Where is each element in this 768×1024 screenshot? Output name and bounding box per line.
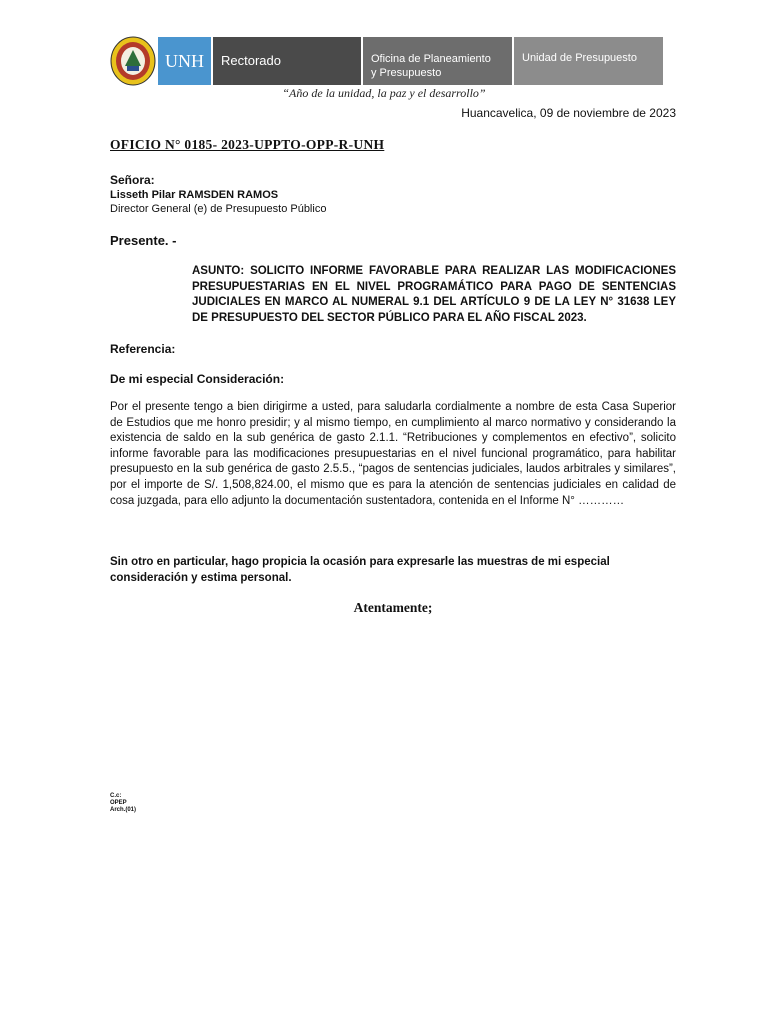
reference-label: Referencia: [110,342,176,356]
body-paragraph: Por el presente tengo a bien dirigirme a usted, para saludarla cordialmente a nombre de esta Casa Superior de Estudios que me honro presidir; y al mismo tiempo, en cumplimiento al marco normativo y considerando la existencia de saldo en la sub genérica de gasto 2.1.1. “Retribuciones y complementos en efectivo”, solicito informe favorable para las modificaciones presupuestarias en el nivel funcional programático, para habilitar presupuesto en la sub genérica de gasto 2.5.5., “pagos de sentencias judiciales, laudos arbitrales y similares”, por el importe de S/. 1,508,824.00, el mismo que es para la atención de sentencias judiciales en calidad de cosa juzgada, para ello adjunto la documentación sustentadora, contenida en el Informe N° ………… [110,401,676,507]
year-motto: “Año de la unidad, la paz y el desarrollo” [282,86,486,100]
unh-header-block [158,37,211,85]
oficina-header-block [363,37,512,85]
copies-line: Arch.(01) [110,807,137,813]
unidad-label: Unidad de Presupuesto [522,52,637,64]
subject-paragraph: ASUNTO: SOLICITO INFORME FAVORABLE PARA REALIZAR LAS MODIFICACIONES PRESUPUESTARIAS EN EL NIVEL PROGRAMÁTICO PARA PAGO DE SENTENCIAS JUDICIALES EN MARCO AL NUMERAL 9.1 DEL ARTÍCULO 9 DE LA LEY N° 31638 LEY DE PRESUPUESTO DEL SECTOR PÚBLICO PARA EL AÑO FISCAL 2023. [192,265,676,324]
unh-label: UNH [165,50,204,71]
oficina-label-line2: y Presupuesto [371,67,442,79]
presente-line: Presente. - [110,233,177,248]
document-date: Huancavelica, 09 de noviembre de 2023 [461,106,676,120]
rectorado-header-block [213,37,361,85]
copies-line: OPEP [110,800,127,806]
copies-block [110,793,136,814]
unidad-header-block [514,37,663,85]
recipient-name: Lisseth Pilar RAMSDEN RAMOS [110,189,279,201]
recipient-title: Director General (e) de Presupuesto Público [110,203,327,215]
oficina-label-line1: Oficina de Planeamiento [371,53,491,65]
greeting-consideration: De mi especial Consideración: [110,372,285,386]
oficio-number-heading: OFICIO N° 0185- 2023-UPPTO-OPP-R-UNH [110,137,385,152]
closing-paragraph: Sin otro en particular, hago propicia la ocasión para expresarle las muestras de mi especial consideración y estima personal. [110,556,610,584]
university-seal-icon [110,36,156,86]
copies-line: C.c: [110,793,122,799]
rectorado-label: Rectorado [221,53,281,68]
sign-off: Atentamente; [353,600,433,615]
recipient-salutation: Señora: [110,173,155,187]
